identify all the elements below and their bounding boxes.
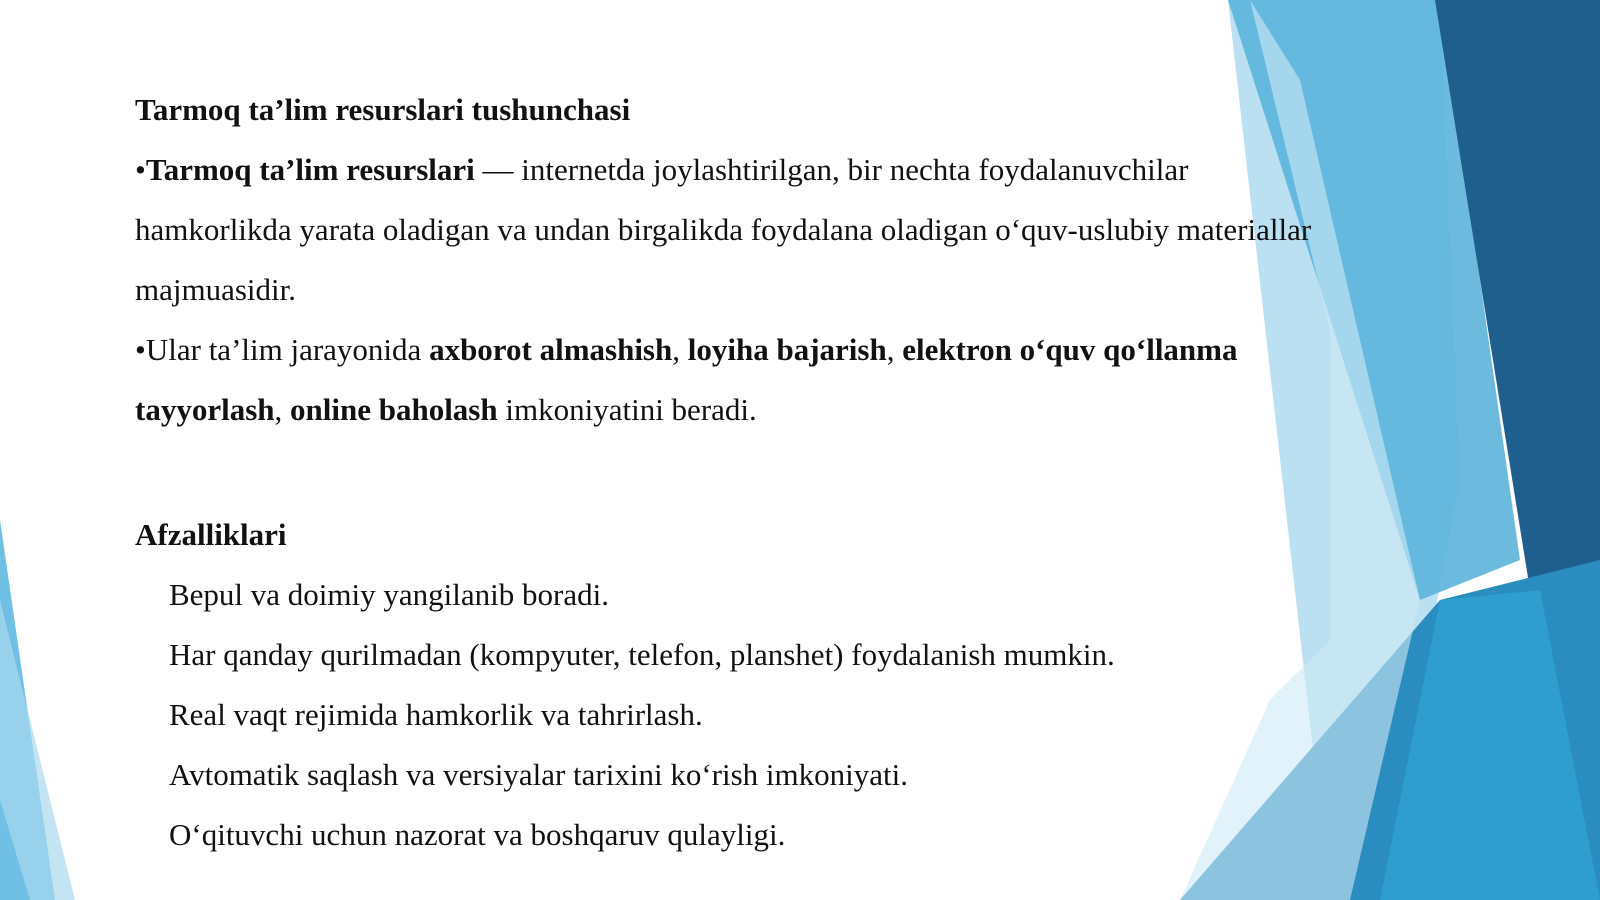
separator: , <box>274 392 290 427</box>
advantage-item: Avtomatik saqlash va versiyalar tarixini ko‘rish imkoniyati. <box>169 757 908 792</box>
definition-term: Tarmoq ta’lim resurslari <box>145 152 475 187</box>
definition-text: — internetda joylashtirilgan, bir nechta foydalanuvchilar hamkorlikda yarata oladigan va undan birgalikda foydalana oladigan o‘quv-uslubiy materiallar majmuasidir. <box>135 152 1312 307</box>
bullet-paragraph-uses <box>135 320 1335 440</box>
advantage-item: Real vaqt rejimida hamkorlik va tahrirlash. <box>169 697 703 732</box>
section-title-advantages: Afzalliklari <box>135 517 287 552</box>
section-title-concept: Tarmoq ta’lim resurslari tushunchasi <box>135 92 631 127</box>
advantage-item: Har qanday qurilmadan (kompyuter, telefon, planshet) foydalanish mumkin. <box>169 637 1115 672</box>
separator: , <box>886 332 903 367</box>
advantages-list <box>135 565 1335 865</box>
use-item-1: axborot almashish <box>429 332 673 367</box>
uses-tail: imkoniyatini beradi. <box>497 392 757 427</box>
uses-lead: Ular ta’lim jarayonida <box>145 332 430 367</box>
bullet-marker: • <box>135 332 146 367</box>
use-item-2: loyiha bajarish <box>687 332 887 367</box>
separator: , <box>672 332 688 367</box>
bullet-marker: • <box>135 152 146 187</box>
use-item-3: elektron o‘quv qo‘llanma tayyorlash <box>135 332 1238 427</box>
bullet-paragraph-definition <box>135 140 1335 320</box>
section-spacer <box>135 440 1335 505</box>
advantage-item: Bepul va doimiy yangilanib boradi. <box>169 577 609 612</box>
use-item-4: online baholash <box>290 392 498 427</box>
slide-content <box>135 80 1335 865</box>
advantage-item: O‘qituvchi uchun nazorat va boshqaruv qulayligi. <box>169 817 786 852</box>
